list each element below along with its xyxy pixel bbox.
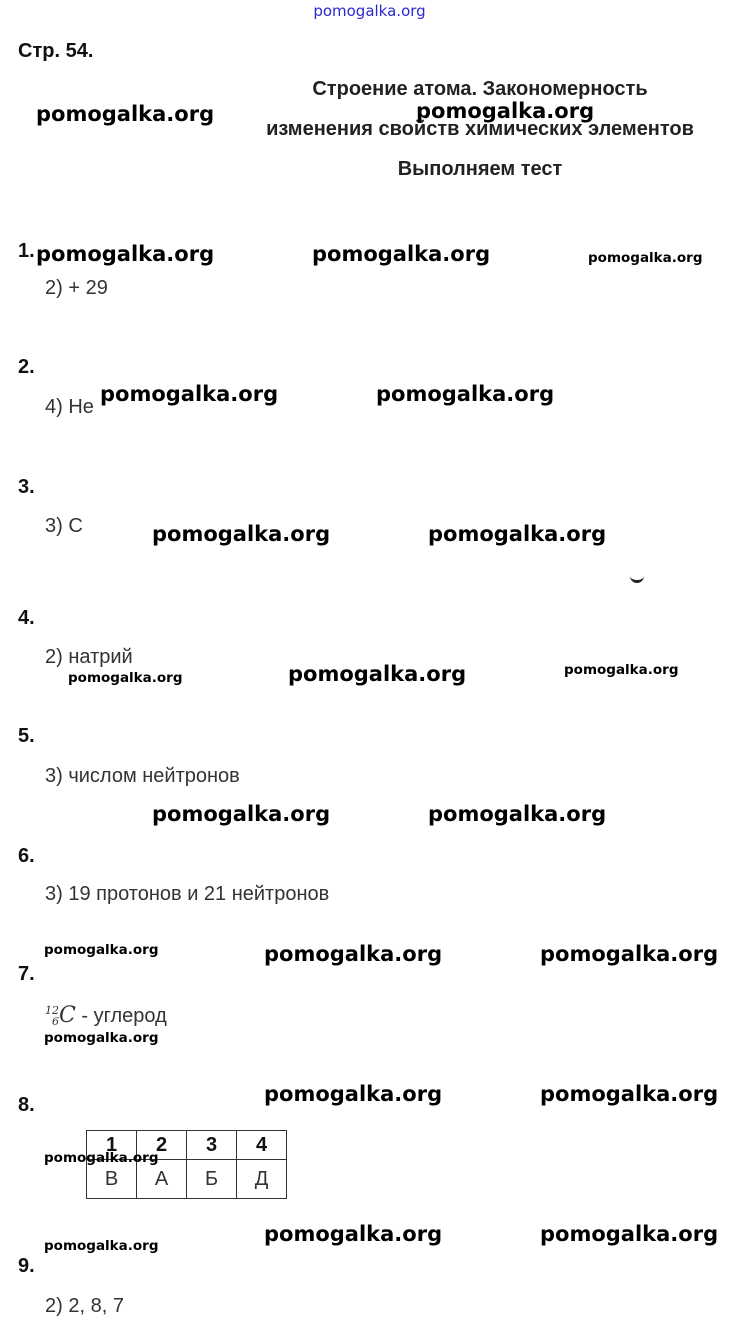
ink-mark (630, 566, 644, 583)
question-number: 4. (18, 607, 35, 629)
site-watermark-top: pomogalka.org (313, 2, 426, 20)
table-cell: В (87, 1160, 137, 1199)
watermark: pomogalka.org (588, 250, 703, 266)
answer-text: 3) числом нейтронов (45, 765, 240, 787)
section-subtitle: Выполняем тест (397, 158, 563, 180)
question-number: 2. (18, 356, 35, 378)
isotope-notation (45, 1003, 76, 1028)
isotope-answer (45, 1003, 167, 1028)
watermark: pomogalka.org (416, 99, 595, 123)
question-number: 7. (18, 963, 35, 985)
answer-text: 3) C (45, 515, 83, 537)
question-number: 9. (18, 1255, 35, 1277)
watermark: pomogalka.org (44, 1030, 159, 1046)
watermark: pomogalka.org (44, 1238, 159, 1254)
answer-text: 3) 19 протонов и 21 нейтронов (45, 883, 330, 905)
watermark: pomogalka.org (264, 1222, 443, 1246)
question-number: 6. (18, 845, 35, 867)
watermark: pomogalka.org (44, 942, 159, 958)
watermark: pomogalka.org (44, 1150, 159, 1166)
answer-text: 2) 2, 8, 7 (45, 1295, 124, 1317)
watermark: pomogalka.org (36, 102, 215, 126)
answer-text: - углерод (75, 1005, 167, 1027)
watermark: pomogalka.org (36, 242, 215, 266)
answer-text: 2) натрий (45, 646, 133, 668)
answer-text: 2) + 29 (45, 277, 108, 299)
table-header-cell: 1 (87, 1131, 137, 1160)
table-cell: А (137, 1160, 187, 1199)
section-title-line2: изменения свойств химических элементов (266, 118, 694, 140)
watermark: pomogalka.org (288, 662, 467, 686)
element-symbol: C (59, 1003, 76, 1028)
table-header-cell: 4 (237, 1131, 287, 1160)
watermark: pomogalka.org (540, 1222, 719, 1246)
answer-text: 4) He (45, 396, 94, 418)
question-number: 3. (18, 476, 35, 498)
watermark: pomogalka.org (564, 662, 679, 678)
watermark: pomogalka.org (376, 382, 555, 406)
watermark: pomogalka.org (152, 802, 331, 826)
table-cell: Д (237, 1160, 287, 1199)
watermark: pomogalka.org (540, 1082, 719, 1106)
watermark: pomogalka.org (152, 522, 331, 546)
watermark: pomogalka.org (264, 1082, 443, 1106)
watermark: pomogalka.org (68, 670, 183, 686)
table-header-cell: 2 (137, 1131, 187, 1160)
mass-number: 12 (45, 1004, 59, 1017)
watermark: pomogalka.org (540, 942, 719, 966)
watermark: pomogalka.org (264, 942, 443, 966)
watermark: pomogalka.org (428, 522, 607, 546)
atomic-number: 6 (52, 1015, 59, 1028)
question-number: 8. (18, 1094, 35, 1116)
watermark: pomogalka.org (312, 242, 491, 266)
page-number: Стр. 54. (18, 40, 94, 62)
question-number: 5. (18, 725, 35, 747)
table-cell: Б (187, 1160, 237, 1199)
watermark: pomogalka.org (100, 382, 279, 406)
table-header-cell: 3 (187, 1131, 237, 1160)
section-title-line1: Строение атома. Закономерность (312, 78, 648, 100)
watermark: pomogalka.org (428, 802, 607, 826)
question-number: 1. (18, 240, 35, 262)
